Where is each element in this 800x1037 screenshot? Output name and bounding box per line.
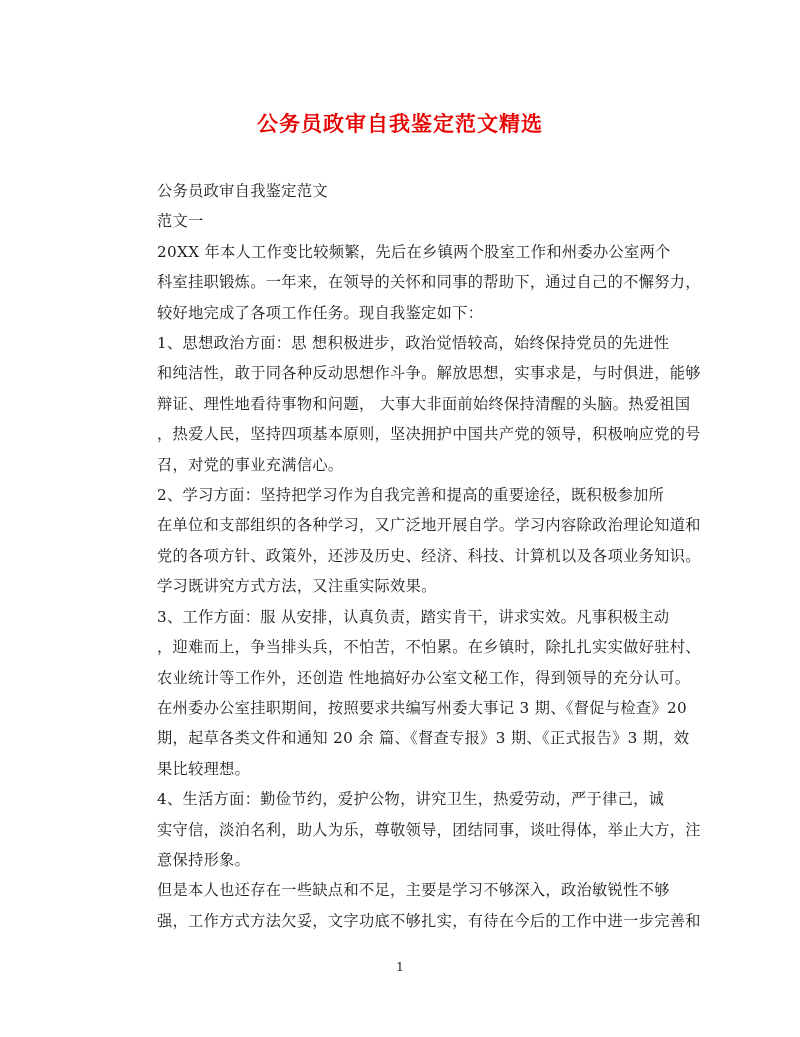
text-line: 3、工作方面：服 从安排，认真负责，踏实肯干，讲求实效。凡事积极主动: [157, 607, 670, 626]
document-body: [126, 176, 701, 936]
paragraph: [126, 602, 701, 784]
paragraph: [126, 176, 674, 206]
text-line: 在单位和支部组织的各种学习，又广泛地开展自学。学习内容除政治理论知道和: [157, 516, 701, 535]
paragraph: [126, 237, 701, 328]
text-line: 科室挂职锻炼。一年来，在领导的关怀和同事的帮助下，通过自己的不懈努力，: [157, 273, 701, 292]
text-line: 实守信，淡泊名利，助人为乐，尊敬领导，团结同事，谈吐得体，举止大方，注: [157, 820, 701, 839]
paragraph: [126, 480, 701, 602]
text-line: 意保持形象。: [157, 850, 251, 869]
text-line: 较好地完成了各项工作任务。现自我鉴定如下：: [157, 303, 484, 322]
text-line: 但是本人也还存在一些缺点和不足，主要是学习不够深入，政治敏锐性不够: [157, 881, 670, 900]
text-line: 2、学习方面：坚持把学习作为自我完善和提高的重要途径，既积极参加所: [157, 486, 665, 505]
paragraph: [126, 328, 701, 480]
text-line: 范文一: [157, 212, 204, 231]
text-line: ，热爱人民，坚持四项基本原则，坚决拥护中国共产党的领导，积极响应党的号: [157, 425, 701, 444]
text-line: 4、生活方面：勤俭节约，爱护公物，讲究卫生，热爱劳动，严于律己，诚: [157, 790, 665, 809]
text-line: 辩证、理性地看待事物和问题， 大事大非面前始终保持清醒的头脑。热爱祖国: [157, 394, 691, 413]
text-line: 期，起草各类文件和通知 20 余 篇、《督查专报》3 期、《正式报告》3 期，效: [157, 729, 690, 748]
text-line: 和纯洁性，敢于同各种反动思想作斗争。解放思想，实事求是，与时俱进，能够: [157, 364, 701, 383]
paragraph: [126, 784, 701, 875]
text-line: 在州委办公室挂职期间，按照要求共编写州委大事记 3 期、《督促与检查》20: [157, 698, 687, 717]
text-line: 召，对党的事业充满信心。: [157, 455, 344, 474]
paragraph: [126, 875, 701, 936]
text-line: 学习既讲究方式方法，又注重实际效果。: [157, 577, 437, 596]
page-number: 1: [396, 960, 404, 974]
text-line: 农业统计等工作外，还创造 性地搞好办公室文秘工作，得到领导的充分认可。: [157, 668, 691, 687]
text-line: 党的各项方针、政策外，还涉及历史、经济、科技、计算机以及各项业务知识。: [157, 546, 701, 565]
text-line: 20XX 年本人工作变比较频繁，先后在乡镇两个股室工作和州委办公室两个: [157, 242, 671, 261]
text-line: 强，工作方式方法欠妥，文字功底不够扎实，有待在今后的工作中进一步完善和: [157, 911, 701, 930]
text-line: 果比较理想。: [157, 759, 251, 778]
text-line: 1、思想政治方面：思 想积极进步，政治觉悟较高，始终保持党员的先进性: [157, 334, 670, 353]
document-title: 公务员政审自我鉴定范文精选: [257, 111, 543, 136]
paragraph: [126, 206, 674, 236]
text-line: 公务员政审自我鉴定范文: [157, 182, 328, 200]
text-line: ，迎难而上，争当排头兵，不怕苦，不怕累。在乡镇时，除扎扎实实做好驻村、: [157, 638, 701, 657]
